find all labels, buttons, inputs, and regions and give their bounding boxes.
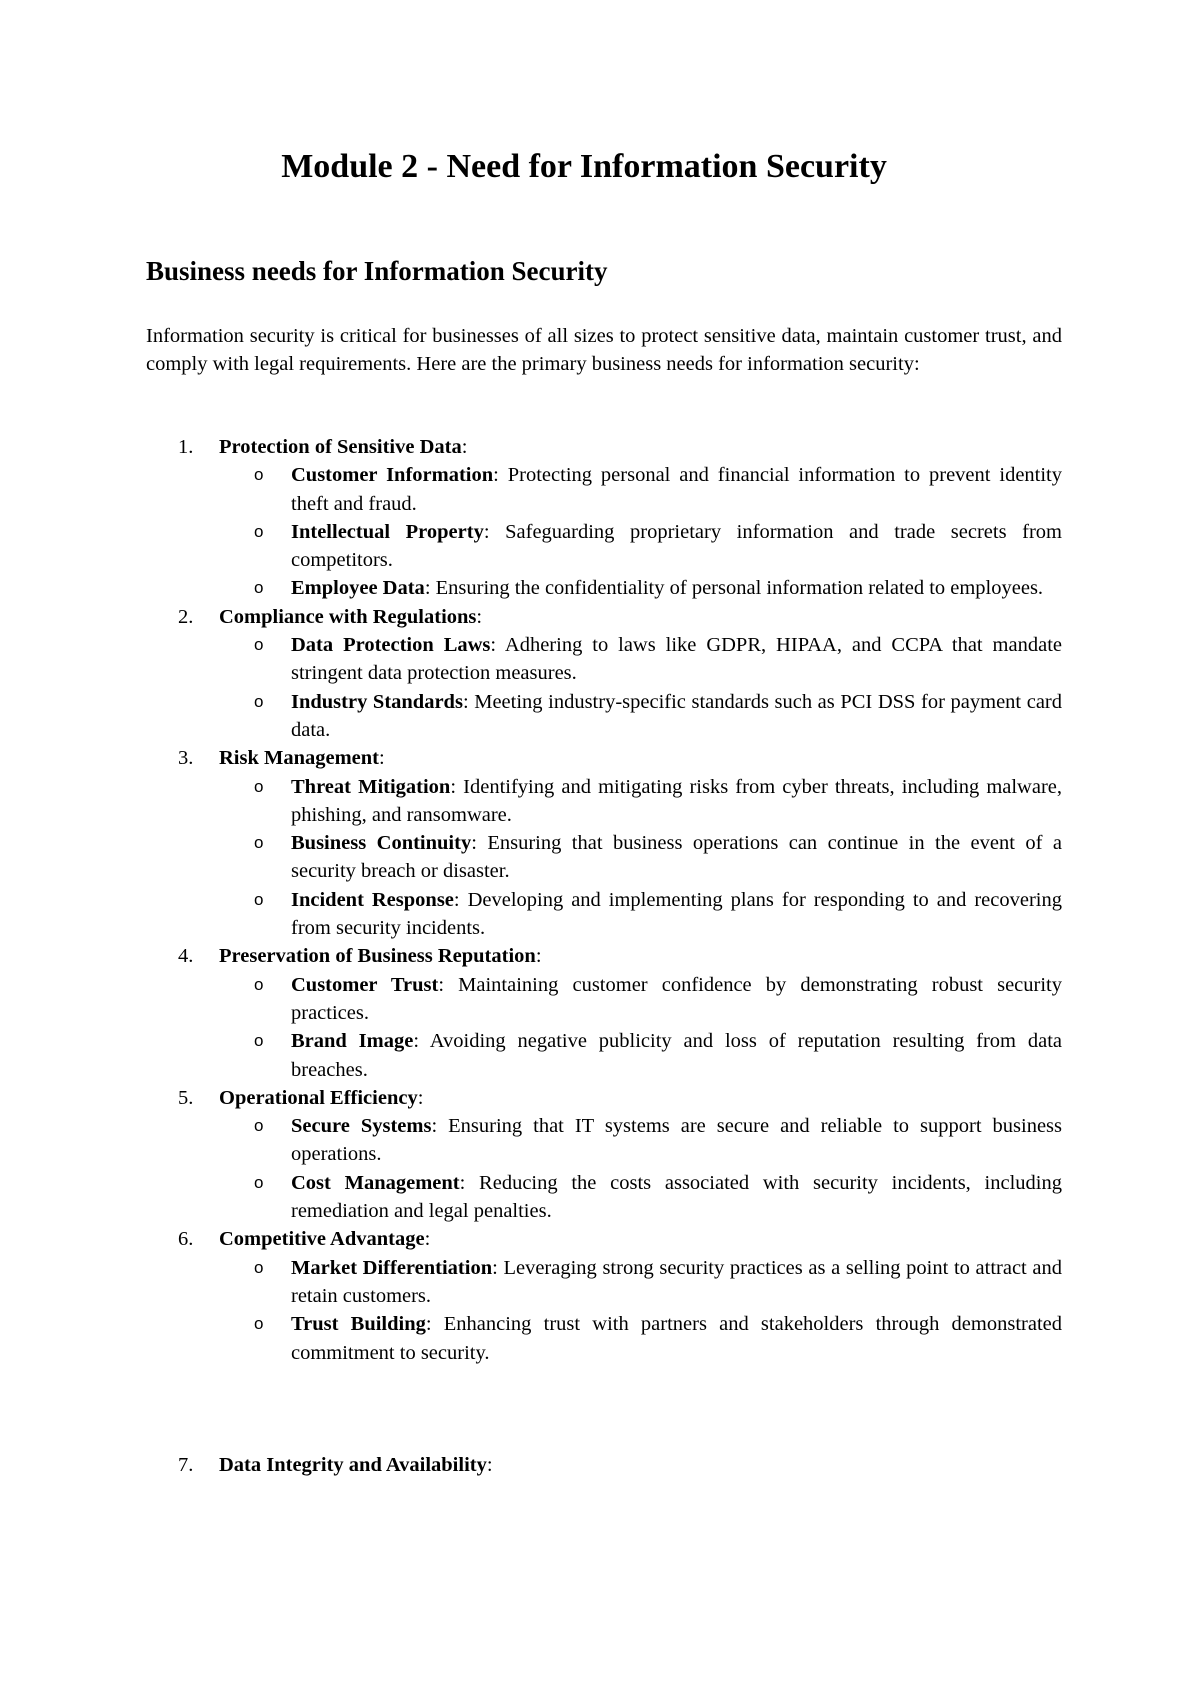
circle-bullet-icon: o bbox=[254, 1257, 264, 1277]
need-item bbox=[146, 1225, 1062, 1366]
sub-item-term: Secure Systems bbox=[291, 1115, 432, 1138]
circle-bullet-icon: o bbox=[254, 465, 264, 485]
need-heading bbox=[219, 1451, 1062, 1479]
need-title-suffix: : bbox=[535, 945, 542, 968]
sub-item-term: Customer Trust bbox=[291, 973, 439, 996]
need-heading bbox=[219, 603, 1062, 631]
circle-bullet-icon: o bbox=[254, 1116, 264, 1136]
sub-item-term: Incident Response bbox=[291, 888, 454, 911]
need-number: 6. bbox=[178, 1228, 194, 1251]
need-item bbox=[146, 1084, 1062, 1225]
sub-list-item bbox=[219, 829, 1062, 886]
sub-item-text: : Avoiding negative publicity and loss of reputation resulting from data breaches. bbox=[291, 1030, 1062, 1081]
need-title-suffix: : bbox=[486, 1453, 493, 1476]
sub-item-term: Trust Building bbox=[291, 1313, 426, 1336]
sub-item-term: Business Continuity bbox=[291, 832, 472, 855]
need-heading bbox=[219, 1225, 1062, 1253]
intro-paragraph: Information security is critical for businesses of all sizes to protect sensitive data, maintain customer trust, and comply with legal requirements. Here are the primary business needs for information security: bbox=[146, 325, 1062, 376]
sub-item-text: : Identifying and mitigating risks from cyber threats, including malware, phishing, and ransomware. bbox=[291, 775, 1063, 826]
sub-list-item bbox=[219, 461, 1062, 518]
sub-list-item bbox=[219, 886, 1062, 943]
need-title-suffix: : bbox=[379, 747, 385, 770]
need-title-suffix: : bbox=[476, 605, 483, 628]
sub-item-term: Customer Information bbox=[291, 464, 494, 487]
sub-list-item bbox=[219, 688, 1062, 745]
sub-item-term: Industry Standards bbox=[291, 690, 463, 713]
need-heading bbox=[219, 1084, 1062, 1112]
need-title-suffix: : bbox=[461, 436, 468, 458]
sub-item-text: : Enhancing trust with partners and stakeholders through demonstrated commitment to security. bbox=[291, 1313, 1062, 1364]
sub-item-text: : Leveraging strong security practices as a selling point to attract and retain customers. bbox=[291, 1256, 1062, 1307]
need-sub-list bbox=[219, 773, 1062, 943]
circle-bullet-icon: o bbox=[254, 776, 264, 796]
need-heading bbox=[219, 433, 1062, 461]
sub-list-item bbox=[219, 773, 1062, 830]
circle-bullet-icon: o bbox=[254, 521, 264, 541]
sub-item-text: : Ensuring that IT systems are secure and reliable to support business operations. bbox=[291, 1115, 1063, 1166]
need-number: 5. bbox=[178, 1086, 194, 1109]
need-number: 2. bbox=[178, 605, 194, 628]
need-title-suffix: : bbox=[417, 1086, 424, 1109]
need-sub-list bbox=[219, 971, 1062, 1084]
sub-item-text: : Developing and implementing plans for responding to and recovering from security incidents. bbox=[291, 888, 1062, 940]
sub-list-item bbox=[219, 1310, 1062, 1367]
circle-bullet-icon: o bbox=[254, 833, 264, 853]
need-title: Protection of Sensitive Data bbox=[219, 436, 462, 458]
section-heading: Business needs for Information Security bbox=[146, 256, 608, 286]
sub-item-term: Market Differentiation bbox=[291, 1256, 493, 1279]
need-number: 3. bbox=[178, 747, 194, 770]
sub-item-text: : Maintaining customer confidence by demonstrating robust security practices. bbox=[291, 973, 1062, 1024]
need-number: 7. bbox=[178, 1453, 194, 1476]
sub-item-text: : Adhering to laws like GDPR, HIPAA, and CCPA that mandate stringent data protection measures. bbox=[291, 634, 1062, 685]
sub-list-item bbox=[219, 1169, 1062, 1226]
need-number: 4. bbox=[178, 945, 194, 968]
sub-list-item bbox=[219, 1027, 1062, 1084]
need-heading bbox=[219, 942, 1062, 970]
sub-list-item bbox=[219, 1112, 1062, 1169]
need-sub-list bbox=[219, 1112, 1062, 1225]
sub-item-text: : Protecting personal and financial information to prevent identity theft and fraud. bbox=[291, 464, 1063, 515]
need-title: Risk Management bbox=[219, 747, 380, 770]
circle-bullet-icon: o bbox=[254, 578, 264, 598]
need-sub-list bbox=[219, 461, 1062, 602]
need-item bbox=[146, 1451, 1062, 1479]
sub-list-item bbox=[219, 518, 1062, 575]
sub-item-text: : Ensuring the confidentiality of personal information related to employees. bbox=[424, 577, 1044, 600]
sub-item-text: : Reducing the costs associated with security incidents, including remediation and legal penalties. bbox=[291, 1171, 1062, 1223]
sub-item-text: : Safeguarding proprietary information and trade secrets from competitors. bbox=[291, 520, 1062, 572]
circle-bullet-icon: o bbox=[254, 1314, 264, 1334]
need-sub-list bbox=[219, 1254, 1062, 1367]
need-item bbox=[146, 603, 1062, 744]
need-title: Competitive Advantage bbox=[219, 1228, 425, 1251]
need-heading bbox=[219, 744, 1062, 772]
sub-item-term: Brand Image bbox=[291, 1030, 414, 1053]
need-sub-list bbox=[219, 631, 1062, 744]
circle-bullet-icon: o bbox=[254, 889, 264, 909]
sub-list-item bbox=[219, 1254, 1062, 1311]
need-number: 1. bbox=[178, 436, 194, 458]
sub-item-text: : Ensuring that business operations can continue in the event of a security breach or disaster. bbox=[291, 832, 1062, 883]
sub-item-term: Employee Data bbox=[291, 577, 425, 600]
need-item bbox=[146, 433, 1062, 603]
need-title: Compliance with Regulations bbox=[219, 605, 477, 628]
sub-item-term: Threat Mitigation bbox=[291, 775, 451, 798]
sub-list-item bbox=[219, 574, 1062, 602]
sub-list-item bbox=[219, 631, 1062, 688]
need-title: Preservation of Business Reputation bbox=[219, 945, 536, 968]
need-title: Operational Efficiency bbox=[219, 1086, 418, 1109]
circle-bullet-icon: o bbox=[254, 691, 264, 711]
sub-item-term: Intellectual Property bbox=[291, 520, 484, 543]
circle-bullet-icon: o bbox=[254, 1031, 264, 1051]
sub-item-term: Data Protection Laws bbox=[291, 634, 491, 657]
business-needs-list bbox=[146, 433, 1062, 1479]
need-item bbox=[146, 942, 1062, 1083]
sub-item-term: Cost Management bbox=[291, 1171, 460, 1194]
circle-bullet-icon: o bbox=[254, 1172, 264, 1192]
need-title-suffix: : bbox=[424, 1228, 431, 1251]
sub-item-text: : Meeting industry-specific standards such as PCI DSS for payment card data. bbox=[291, 690, 1062, 741]
document-title: Module 2 - Need for Information Security bbox=[281, 148, 887, 185]
circle-bullet-icon: o bbox=[254, 635, 264, 655]
sub-list-item bbox=[219, 971, 1062, 1028]
circle-bullet-icon: o bbox=[254, 974, 264, 994]
need-title: Data Integrity and Availability bbox=[219, 1453, 487, 1476]
need-item bbox=[146, 744, 1062, 942]
